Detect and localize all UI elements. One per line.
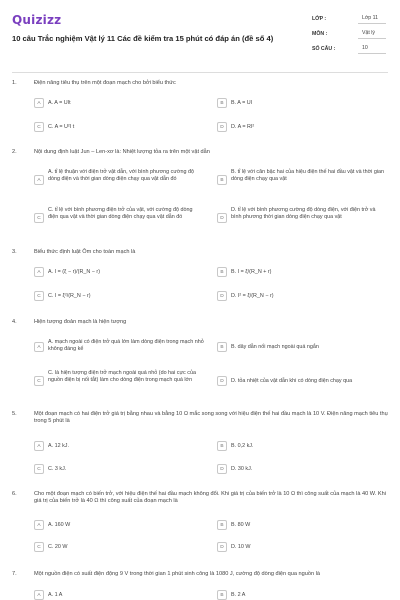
option-letter: A bbox=[34, 590, 44, 600]
option-text: C. 20 W bbox=[48, 543, 68, 550]
option-letter: C bbox=[34, 291, 44, 301]
option-letter: B bbox=[217, 267, 227, 277]
option-text: B. 2 A bbox=[231, 591, 246, 598]
option-text: C. 3 kJ. bbox=[48, 465, 67, 472]
option-letter: B bbox=[217, 175, 227, 185]
option-letter: C bbox=[34, 376, 44, 386]
option-letter: D bbox=[217, 122, 227, 132]
option-letter: A bbox=[34, 175, 44, 185]
question-number: 6. bbox=[12, 491, 17, 497]
option-text: A. 1 A bbox=[48, 591, 63, 598]
option-letter: B bbox=[217, 590, 227, 600]
option-a[interactable] bbox=[34, 590, 204, 600]
option-text: C. A = U²I t bbox=[48, 123, 75, 130]
option-text: A. mạch ngoài có điện trở quá lớn làm dòng điện trong mạch nhỏ không đáng kể bbox=[48, 339, 204, 352]
question-text: Biểu thức định luật Ôm cho toàn mạch là bbox=[34, 249, 136, 255]
option-a[interactable] bbox=[34, 267, 204, 277]
option-text: D. 10 W bbox=[231, 543, 251, 550]
option-text: A. I = (ξ − r)/(R_N − r) bbox=[48, 268, 100, 275]
option-letter: B bbox=[217, 342, 227, 352]
question-text: Một nguồn điện có suất điện động 9 V trong thời gian 1 phút sinh công là 1080 J, cường độ dòng điện qua nguồn là bbox=[34, 571, 321, 577]
question-text: Cho một đoạn mạch có biến trở, với hiệu điện thế hai đầu mạch không đổi. Khi giá trị của biến trở là 10 Ω thì công suất của mạch là 40 W. Khi giá trị của biến trở là 40 Ω thì công suất của đoạn mạch là bbox=[34, 491, 386, 505]
meta-count-row bbox=[312, 42, 386, 57]
worksheet-header bbox=[0, 0, 400, 66]
option-text: D. tỏa nhiệt của vật dẫn khi có dòng điện chạy qua bbox=[231, 377, 353, 384]
option-b[interactable] bbox=[217, 267, 387, 277]
option-text: B. I = ξ/(R_N + r) bbox=[231, 268, 272, 275]
option-letter: D bbox=[217, 376, 227, 386]
option-letter: D bbox=[217, 542, 227, 552]
option-d[interactable] bbox=[217, 370, 387, 392]
option-text: B. 0,2 kJ. bbox=[231, 442, 254, 449]
option-text: C. I = ξ²/(R_N − r) bbox=[48, 292, 91, 299]
meta-class-value: Lớp 11 bbox=[358, 12, 386, 24]
quizizz-logo: Quizizz bbox=[12, 13, 62, 27]
option-text: B. tỉ lệ với căn bậc hai của hiệu điện thế hai đầu vật và thời gian dòng điện chạy qua vật bbox=[231, 169, 385, 182]
question-text: Điện năng tiêu thụ trên một đoạn mạch cho bởi biểu thức bbox=[34, 80, 176, 86]
option-letter: A bbox=[34, 342, 44, 352]
question-5 bbox=[12, 411, 388, 477]
question-number: 1. bbox=[12, 80, 17, 86]
option-letter: D bbox=[217, 213, 227, 223]
meta-class-label: LỚP : bbox=[312, 16, 327, 22]
question-4 bbox=[12, 319, 388, 399]
option-text: D. I² = ξ/(R_N − r) bbox=[231, 292, 274, 299]
option-letter: A bbox=[34, 98, 44, 108]
option-text: C. là hiện tượng điện trở mạch ngoài quá nhỏ (do hai cực của nguồn điện bị nối tắt) làm cho dòng điện trong mạch quá lớn bbox=[48, 370, 196, 383]
option-text: B. dây dẫn nối mạch ngoài quá ngắn bbox=[231, 343, 319, 350]
option-letter: A bbox=[34, 267, 44, 277]
option-a[interactable] bbox=[34, 520, 204, 530]
question-text: Hiện tượng đoản mạch là hiện tượng bbox=[34, 319, 127, 325]
meta-class-row bbox=[312, 12, 386, 27]
option-letter: B bbox=[217, 520, 227, 530]
option-a[interactable] bbox=[34, 98, 204, 108]
option-c[interactable] bbox=[34, 122, 204, 132]
option-c[interactable] bbox=[34, 207, 204, 229]
option-letter: C bbox=[34, 213, 44, 223]
question-number: 2. bbox=[12, 149, 17, 155]
question-6 bbox=[12, 491, 388, 557]
option-letter: D bbox=[217, 464, 227, 474]
question-1 bbox=[12, 80, 388, 140]
option-text: A. tỉ lệ thuận với điện trở vật dẫn, với bình phương cường độ dòng điện và thời gian dòng điện chạy qua vật dẫn đó bbox=[48, 169, 194, 182]
option-c[interactable] bbox=[34, 542, 204, 552]
option-d[interactable] bbox=[217, 464, 387, 474]
option-text: A. 12 kJ. bbox=[48, 442, 69, 449]
option-letter: C bbox=[34, 122, 44, 132]
option-b[interactable] bbox=[217, 339, 387, 355]
question-2 bbox=[12, 149, 388, 241]
option-d[interactable] bbox=[217, 291, 387, 301]
option-letter: C bbox=[34, 542, 44, 552]
option-a[interactable] bbox=[34, 169, 204, 191]
worksheet-title: 10 câu Trắc nghiệm Vật lý 11 Các đề kiểm tra 15 phút có đáp án (đề số 4) bbox=[12, 34, 274, 43]
option-a[interactable] bbox=[34, 339, 204, 355]
question-number: 3. bbox=[12, 249, 17, 255]
option-text: D. 30 kJ. bbox=[231, 465, 253, 472]
question-3 bbox=[12, 249, 388, 309]
option-c[interactable] bbox=[34, 370, 204, 392]
question-number: 5. bbox=[12, 411, 17, 417]
question-text: Một đoạn mạch có hai điện trở giá trị bằng nhau và bằng 10 Ω mắc song song với hiệu điện thế hai đầu mạch là 10 V. Điện năng mạch tiêu thụ trong 5 phút là bbox=[34, 411, 388, 425]
option-letter: D bbox=[217, 291, 227, 301]
option-letter: B bbox=[217, 98, 227, 108]
option-b[interactable] bbox=[217, 169, 387, 191]
meta-count-label: SỐ CÂU : bbox=[312, 46, 336, 52]
header-divider bbox=[12, 72, 388, 73]
question-7 bbox=[12, 571, 388, 600]
option-b[interactable] bbox=[217, 590, 387, 600]
option-b[interactable] bbox=[217, 441, 387, 451]
option-d[interactable] bbox=[217, 207, 387, 229]
option-c[interactable] bbox=[34, 291, 204, 301]
question-number: 7. bbox=[12, 571, 17, 577]
meta-subject-label: MÔN : bbox=[312, 31, 328, 37]
question-number: 4. bbox=[12, 319, 17, 325]
worksheet-meta bbox=[312, 12, 386, 57]
option-text: B. 80 W bbox=[231, 521, 251, 528]
option-a[interactable] bbox=[34, 441, 204, 451]
option-text: D. tỉ lệ với bình phương cường độ dòng điện, với điện trở và bình phương thời gian dòng điện chạy qua vật bbox=[231, 207, 376, 220]
option-b[interactable] bbox=[217, 520, 387, 530]
option-d[interactable] bbox=[217, 122, 387, 132]
option-letter: C bbox=[34, 464, 44, 474]
meta-subject-row bbox=[312, 27, 386, 42]
option-letter: B bbox=[217, 441, 227, 451]
option-text: A. A = UIt bbox=[48, 99, 71, 106]
option-text: B. A = UI bbox=[231, 99, 253, 106]
question-text: Nội dung định luật Jun – Len-xơ là: Nhiệt lượng tỏa ra trên một vật dẫn bbox=[34, 149, 210, 155]
option-letter: A bbox=[34, 520, 44, 530]
option-text: A. 160 W bbox=[48, 521, 71, 528]
option-letter: A bbox=[34, 441, 44, 451]
option-text: C. tỉ lệ với bình phương điện trở của vật, với cường độ dòng điện qua vật và thời gian dòng điện chạy qua vật dẫn đó bbox=[48, 207, 193, 220]
option-b[interactable] bbox=[217, 98, 387, 108]
option-c[interactable] bbox=[34, 464, 204, 474]
option-d[interactable] bbox=[217, 542, 387, 552]
option-text: D. A = RI² bbox=[231, 123, 255, 130]
meta-subject-value: Vật lý bbox=[358, 27, 386, 39]
meta-count-value: 10 bbox=[358, 42, 386, 54]
